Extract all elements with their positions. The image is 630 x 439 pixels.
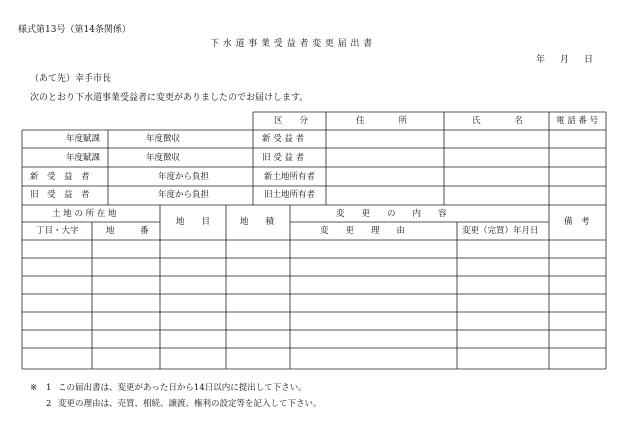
header-chimoku: 地 目 [176, 217, 211, 227]
header-chiseki: 地 積 [240, 217, 275, 227]
header-address: 住 所 [356, 116, 408, 126]
header-remarks: 備 考 [564, 217, 590, 227]
note-1-text: この届出書は、変更があった日から14日以内に提出して下さい。 [58, 383, 307, 393]
row3-col-a: 新 受 益 者 [30, 172, 90, 182]
header-change-reason: 変 更 理 由 [320, 226, 406, 236]
form-number: 様式第13号（第14条関係） [18, 25, 131, 35]
row2-col-b: 年度徴収 [146, 153, 181, 163]
header-change-date: 変更（完買）年月日 [462, 226, 539, 236]
date-day: 日 [584, 55, 594, 65]
header-chome: 丁目・大字 [36, 226, 79, 236]
header-land-location: 土 地 の 所 在 地 [52, 209, 117, 219]
row4-col-b: 年度から負担 [158, 190, 210, 200]
note-1-number: 1 [46, 383, 52, 393]
header-name: 氏 名 [472, 116, 524, 126]
kubun-old-landowner: 旧土地所有者 [264, 190, 316, 200]
form-title: 下 水 道 事 業 受 益 者 変 更 届 出 書 [210, 39, 373, 49]
addressee: （あて先）幸手市長 [30, 74, 112, 84]
row2-col-a: 年度賦課 [66, 153, 101, 163]
kubun-new-landowner: 新土地所有者 [264, 172, 316, 182]
kubun-old-beneficiary: 旧 受 益 者 [262, 153, 305, 163]
note-2-number: 2 [46, 399, 52, 409]
header-change-content: 変 更 の 内 容 [336, 209, 447, 219]
row1-col-b: 年度徴収 [146, 134, 181, 144]
date-month: 月 [560, 55, 570, 65]
header-kubun: 区 分 [274, 116, 309, 126]
intro-text: 次のとおり下水道事業受益者に変更がありましたのでお届けします。 [30, 93, 309, 103]
row4-col-a: 旧 受 益 者 [30, 190, 90, 200]
kubun-new-beneficiary: 新 受 益 者 [262, 134, 305, 144]
header-chiban: 地 番 [106, 226, 149, 236]
row1-col-a: 年度賦課 [66, 134, 101, 144]
date-year: 年 [536, 55, 546, 65]
note-2-text: 変更の理由は、売買、相続、譲渡、権利の設定等を記入して下さい。 [58, 399, 322, 409]
notes-mark: ※ [30, 383, 38, 393]
header-phone: 電 話 番 号 [556, 116, 599, 126]
row3-col-b: 年度から負担 [158, 172, 210, 182]
